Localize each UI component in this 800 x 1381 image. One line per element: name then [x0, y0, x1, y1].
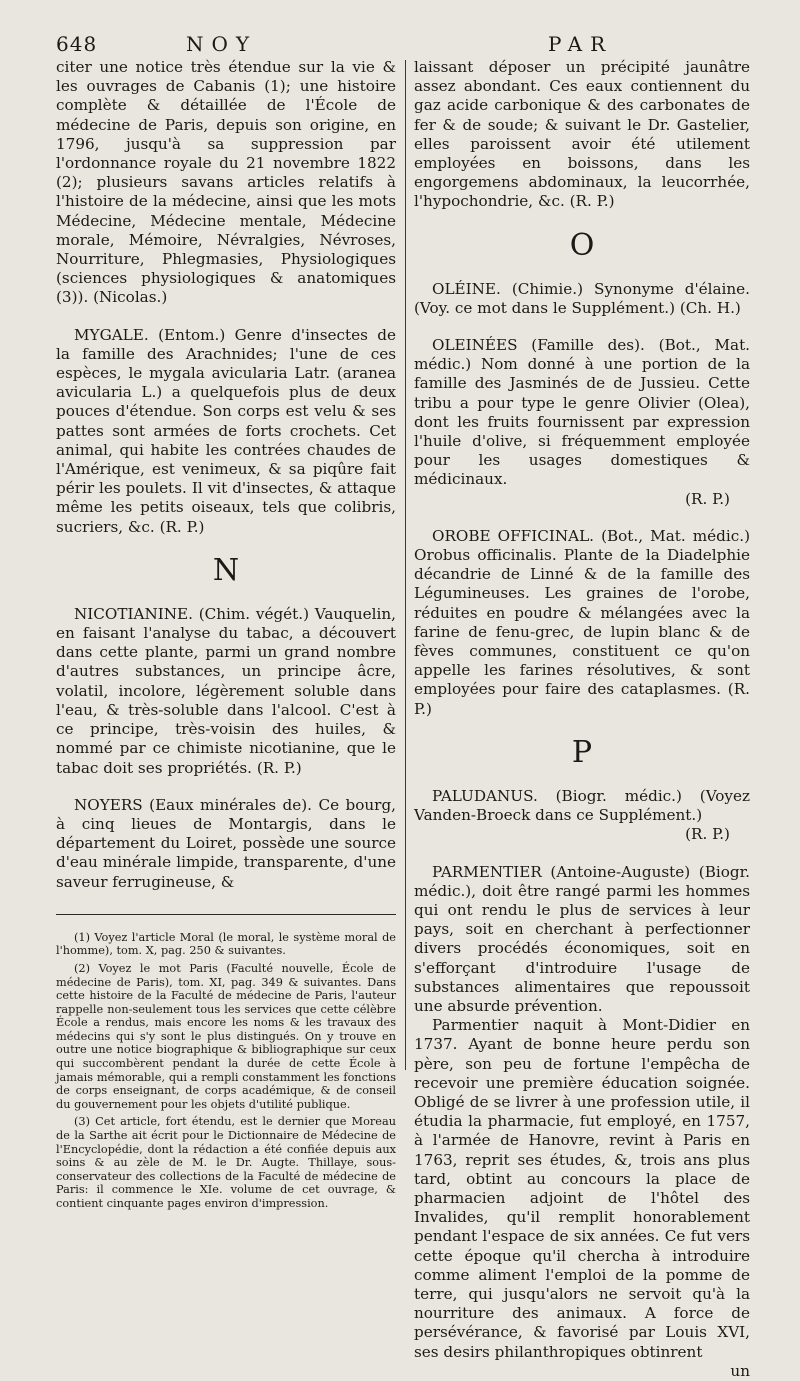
running-head-right: PAR — [548, 32, 614, 56]
column-divider — [405, 60, 406, 1070]
signature-paludanus: (R. P.) — [685, 825, 730, 844]
right-column — [414, 58, 750, 1381]
entry-nicotianine: NICOTIANINE. (Chim. végét.) Vauquelin, en faisant l'analyse du tabac, a découvert dans cette plante, parmi un grand nombre d'autres substances, un principe âcre, volatil, incolore, légèrement soluble dans l'eau, & très-soluble dans l'alcool. C'est à ce principe, très-voisin des huiles, & nommé par ce chimiste nicotianine, que le tabac doit ses propriétés. (R. P.) — [56, 604, 396, 777]
footnote-2: (2) Voyez le mot Paris (Faculté nouvelle, École de médecine de Paris), tom. XI, pag. 349 & suivantes. Dans cette histoire de la Faculté de médecine de Paris, l'auteur rappelle non-seulement tous les services que cette célèbre École a rendus, mais encore les noms & les travaux des médecins qui s'y sont le plus distingués. On y trouve en outre une notice biographique & bibliographique sur ceux qui succombèrent pendant la durée de cette École à jamais mémorable, qui a rempli constamment les fonctions de corps enseignant, de corps académique, & de conseil du gouvernement pour les objets d'utilité publique. — [56, 961, 396, 1111]
signature-oleinees: (R. P.) — [685, 489, 730, 508]
entry-mygale: MYGALE. (Entom.) Genre d'insectes de la famille des Arachnides; l'une de ces espèces, le mygala avicularia Latr. (aranea avicularia L.) a quelquefois plus de deux pouces d'étendue. Son corps est velu & ses pattes sont armées de forts crochets. Cet animal, qui habite les contrées chaudes de l'Amérique, est venimeux, & sa piqûre fait périr les poulets. Il vit d'insectes, & attaque même les petits oiseaux, tels que colibris, sucriers, &c. (R. P.) — [56, 325, 396, 536]
running-head-left: NOY — [186, 32, 258, 56]
left-column — [56, 58, 396, 1215]
footnote-1: (1) Voyez l'article Moral (le moral, le système moral de l'homme), tom. X, pag. 250 & suivantes. — [56, 930, 396, 958]
footnote-3: (3) Cet article, fort étendu, est le dernier que Moreau de la Sarthe ait écrit pour le Dictionnaire de Médecine de l'Encyclopédie, dont la rédaction a été confiée depuis aux soins & au zèle de M. le Dr. Augte. Thillaye, sous-conservateur des collections de la Faculté de médecine de Paris: il commence le XIe. volume de cet ouvrage, & contient cinquante pages environ d'impression. — [56, 1115, 396, 1210]
entry-noyers: NOYERS (Eaux minérales de). Ce bourg, à cinq lieues de Montargis, dans le département du Loiret, possède une source d'eau minérale limpide, transparente, d'une saveur ferrugineuse, & — [56, 795, 396, 891]
intro-paragraph: citer une notice très étendue sur la vie & les ouvrages de Cabanis (1); une histoire complète & détaillée de l'École de médecine de Paris, depuis son origine, en 1796, jusqu'à sa suppression par l'ordonnance royale du 21 novembre 1822 (2); plusieurs savans articles relatifs à l'histoire de la médecine, ainsi que les mots Médecine, Médecine mentale, Médecine morale, Mémoire, Névralgies, Névroses, Nourriture, Phlegmasies, Physiologiques (sciences physiologiques & anatomiques (3)). (Nicolas.) — [56, 58, 396, 307]
entry-parmentier: PARMENTIER (Antoine-Auguste) (Biogr. médic.), doit être rangé parmi les hommes qui ont rendu le plus de services à leur pays, soit en cherchant à perfectionner divers procédés économiques, soit en s'efforçant d'introduire l'usage de substances alimentaires que repoussoit une absurde prévention. — [414, 862, 750, 1015]
footnote-rule — [56, 914, 396, 915]
entry-paludanus: PALUDANUS. (Biogr. médic.) (Voyez Vanden-Broeck dans ce Supplément.) — [414, 786, 750, 825]
section-letter-n: N — [212, 552, 240, 588]
entry-oleine: OLÉINE. (Chimie.) Synonyme d'élaine. (Voy. ce mot dans le Supplément.) (Ch. H.) — [414, 279, 750, 317]
continuation-paragraph: laissant déposer un précipité jaunâtre assez abondant. Ces eaux contiennent du gaz acide carbonique & des carbonates de fer & de soude; & suivant le Dr. Gastelier, elles paroissent avoir été utilement employées en boissons, dans les engorgemens abdominaux, la leucorrhée, l'hypochondrie, &c. (R. P.) — [414, 58, 750, 211]
entry-orobe: OROBE OFFICINAL. (Bot., Mat. médic.) Orobus officinalis. Plante de la Diadelphie décandrie de Linné & de la famille des Légumineuses. Les graines de l'orobe, réduites en poudre & mélangées avec la farine de fenu-grec, de lupin blanc & de fèves communes, constituent ce qu'on appelle les farines résolutives, & sont employées pour faire des cataplasmes. (R. P.) — [414, 526, 750, 718]
entry-oleinees: OLEINÉES (Famille des). (Bot., Mat. médic.) Nom donné à une portion de la famille des Jasminés de de Jussieu. Cette tribu a pour type le genre Olivier (Olea), dont les fruits fournissent par expression l'huile d'olive, si fréquemment employée pour les usages domestiques & médicinaux. — [414, 336, 750, 489]
entry-parmentier-continued: Parmentier naquit à Mont-Didier en 1737. Ayant de bonne heure perdu son père, son peu de fortune l'empêcha de recevoir une première éducation soignée. Obligé de se livrer à une profession utile, il étudia la pharmacie, fut employé, en 1757, à l'armée de Hanovre, revint à Paris en 1763, reprit ses études, &, trois ans plus tard, obtint au concours la place de pharmacien adjoint de l'hôtel des Invalides, qu'il remplit honorablement pendant l'espace de six années. Ce fut vers cette époque qu'il chercha à introduire comme aliment l'emploi de la pomme de terre, qui jusqu'alors ne servoit qu'à la nourriture des animaux. A force de persévérance, & favorisé par Louis XVI, ses desirs philanthropiques obtinrent — [414, 1016, 750, 1361]
catchword: un — [730, 1361, 750, 1380]
page-number: 648 — [56, 32, 98, 56]
section-letter-o: O — [569, 227, 595, 263]
section-letter-p: P — [571, 734, 593, 770]
